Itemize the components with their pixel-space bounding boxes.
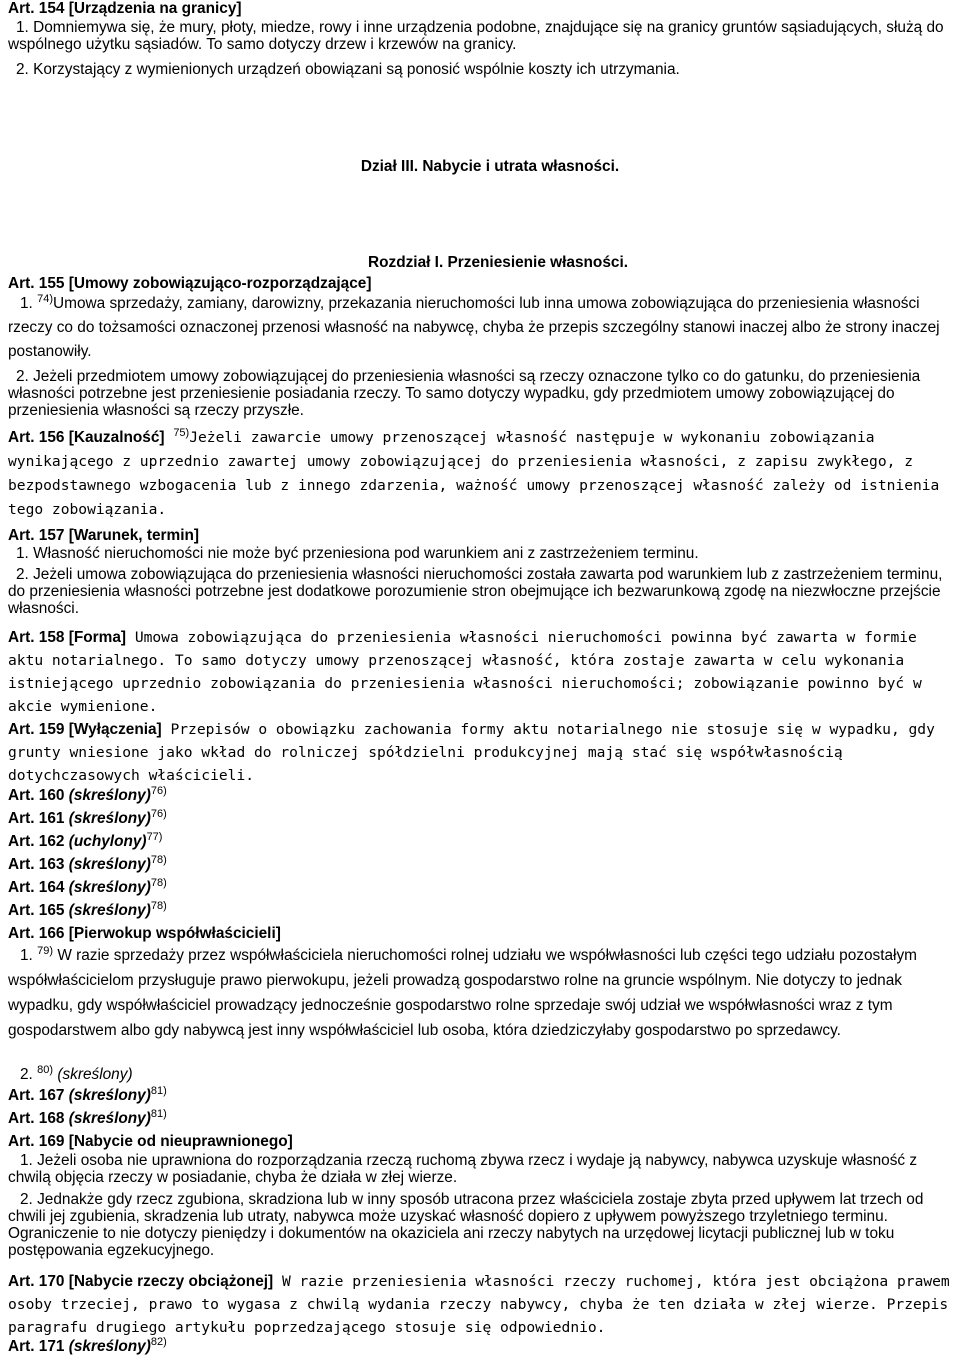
footnote-ref-81: 81) xyxy=(150,1085,167,1097)
art155-p1-text: Umowa sprzedaży, zamiany, darowizny, przekazania nieruchomości lub inna umowa zobowiązująca do przeniesienia własności rzeczy co do tożsamości oznaczonej przenosi własność na nabywcę, chyba że przepis szczególny stanowi inaczej albo że strony inaczej postanowiły. xyxy=(8,295,940,360)
art160-entry: Art. 160 (skreślony)$^{76)}$ xyxy=(8,785,167,804)
art156-text: Jeżeli zawarcie umowy przenoszącej własność następuje w wykonaniu zobowiązania wynikającego z uprzednio zawartej umowy zobowiązującej do przeniesienia własności, z zapisu zwykłego, z bezpodstawnego wzbogacenia lub z innego zdarzenia, ważność umowy przenoszącej własność zależy od istnienia tego zobowiązania. xyxy=(8,429,940,518)
art157-title: Art. 157 [Warunek, termin] xyxy=(8,527,199,544)
art157-p2: 2. Jeżeli umowa zobowiązująca do przeniesienia własności nieruchomości została zawarta pod warunkiem lub z zastrzeżeniem terminu, do przeniesienia własności potrzebne jest dodatkowe porozumienie stron obejmujące ich bezwarunkową zgodę na niezwłoczne przejście własności. xyxy=(8,566,943,617)
footnote-ref-78b: 78) xyxy=(150,877,167,889)
art163-entry: Art. 163 (skreślony)$^{78)}$ xyxy=(8,854,167,873)
footnote-ref-79: 79) xyxy=(37,945,54,957)
footnote-ref-76b: 76) xyxy=(150,808,167,820)
art166-p1: 1. $^{79)}$ W razie sprzedaży przez współwłaściciela nieruchomości rolnej udziału we współwłasności lub części tego udziału pozostałym współwłaścicielom przysługuje prawo pierwokupu, jeżeli prowadzą gospodarstwo rolne na gruncie wspólnym. Nie dotyczy to jednak wypadku, gdy współwłaściciel prowadzący jednocześnie gospodarstwo rolne sprzedaje swój udział we współwłasności wraz z tym gospodarstwem albo gdy nabywcą jest inny współwłaściciel lub osoba, która dziedziczyłaby gospodarstwo po sprzedawcy. xyxy=(8,945,917,1039)
art167-entry: Art. 167 (skreślony)$^{81)}$ xyxy=(8,1085,167,1104)
art156-paragraph xyxy=(8,426,952,522)
art170-paragraph xyxy=(8,1270,952,1339)
art166-title: Art. 166 [Pierwokup współwłaścicieli] xyxy=(8,925,281,942)
footnote-ref-82: 82) xyxy=(150,1336,167,1348)
footnote-ref-76: 76) xyxy=(150,785,167,797)
art159-text-b: dotychczasowych właścicieli. xyxy=(8,767,255,784)
art154-title: Art. 154 [Urządzenia na granicy] xyxy=(8,0,242,17)
art170-title: Art. 170 [Nabycie rzeczy obciążonej] xyxy=(8,1273,274,1290)
art159-text-a: Przepisów o obowiązku zachowania formy aktu notarialnego nie stosuje się w wypadku, gdy grunty wniesione jako wkład do rolniczej spółdzielni produkcyjnej mają stać się współwłasnością xyxy=(8,721,935,761)
art169-p1: 1. Jeżeli osoba nie uprawniona do rozporządzania rzeczą ruchomą zbywa rzecz i wydaje ją nabywcy, nabywca uzyskuje własność z chwilą objęcia rzeczy w posiadanie, chyba że działa w złej wierze. xyxy=(8,1152,918,1186)
art164-entry: Art. 164 (skreślony)$^{78)}$ xyxy=(8,877,167,896)
art155-p2: 2. Jeżeli przedmiotem umowy zobowiązującej do przeniesienia własności są rzeczy oznaczone tylko co do gatunku, do przeniesienia własności potrzebne jest przeniesienie posiadania rzeczy. To samo dotyczy wypadku, gdy przedmiotem umowy zobowiązującej do przeniesienia własności są rzeczy przyszłe. xyxy=(8,368,921,419)
art166-p2: 2. $^{80)}$ (skreślony) xyxy=(20,1064,133,1083)
art158-paragraph xyxy=(8,626,952,718)
art170-text: W razie przeniesienia własności rzeczy ruchomej, która jest obciążona prawem osoby trzeciej, prawo to wygasa z chwilą wydania rzeczy nabywcy, chyba że ten działa w złej wierze. Przepis paragrafu drugiego artykułu poprzedzającego stosuje się odpowiednio. xyxy=(8,1273,950,1336)
footnote-ref-75: 75) xyxy=(173,427,190,439)
art171-entry: Art. 171 (skreślony)$^{82)}$ xyxy=(8,1336,167,1355)
art159-paragraph xyxy=(8,718,952,787)
art166-p1-text: W razie sprzedaży przez współwłaściciela nieruchomości rolnej udziału we współwłasności lub części tego udziału pozostałym współwłaścicielom przysługuje prawo pierwokupu, jeżeli prowadzą gospodarstwo rolne na gruncie wspólnym. Nie dotyczy to jednak wypadku, gdy współwłaściciel prowadzący jednocześnie gospodarstwo rolne sprzedaje swój udział we współwłasności wraz z tym gospodarstwem albo gdy nabywcą jest inny współwłaściciel lub osoba, która dziedziczyłaby gospodarstwo po sprzedawcy. xyxy=(8,947,917,1039)
art154-p2: 2. Korzystający z wymienionych urządzeń obowiązani są ponosić wspólnie koszty ich utrzymania. xyxy=(16,61,680,78)
art158-text: Umowa zobowiązująca do przeniesienia własności nieruchomości powinna być zawarta w formie aktu notarialnego. To samo dotyczy umowy przenoszącej własność, która zostaje zawarta w celu wykonania istniejącego uprzednio zobowiązania do przeniesienia własności nieruchomości; zobowiązanie powinno być w akcie wymienione. xyxy=(8,629,922,715)
footnote-ref-80: 80) xyxy=(37,1064,54,1076)
footnote-ref-78: 78) xyxy=(150,854,167,866)
art155-p1 xyxy=(8,292,952,364)
art155-p1-number: 1. xyxy=(20,295,33,312)
footnote-ref-74: 74) xyxy=(37,293,54,305)
art159-title: Art. 159 [Wyłączenia] xyxy=(8,721,162,738)
division-heading: Dział III. Nabycie i utrata własności. xyxy=(360,158,620,175)
chapter-heading: Rozdział I. Przeniesienie własności. xyxy=(367,254,629,271)
art165-entry: Art. 165 (skreślony)$^{78)}$ xyxy=(8,900,167,919)
art157-p1: 1. Własność nieruchomości nie może być przeniesiona pod warunkiem ani z zastrzeżeniem terminu. xyxy=(16,545,699,562)
art168-entry: Art. 168 (skreślony)$^{81)}$ xyxy=(8,1108,167,1127)
art161-entry: Art. 161 (skreślony)$^{76)}$ xyxy=(8,808,167,827)
art169-p2: 2. Jednakże gdy rzecz zgubiona, skradziona lub w inny sposób utracona przez właściciela zostaje zbyta przed upływem lat trzech od chwili jej zgubienia, skradzenia lub utraty, nabywca może uzyskać własność dopiero z upływem powyższego trzyletniego terminu. Ograniczenie to nie dotyczy pieniędzy i dokumentów na okaziciela ani rzeczy nabytych na urzędowej licytacji publicznej lub w toku postępowania egzekucyjnego. xyxy=(8,1191,924,1259)
art156-title: Art. 156 [Kauzalność] xyxy=(8,429,165,446)
art155-title: Art. 155 [Umowy zobowiązująco-rozporządzające] xyxy=(8,275,372,292)
art158-title: Art. 158 [Forma] xyxy=(8,629,127,646)
footnote-ref-81b: 81) xyxy=(150,1108,167,1120)
art169-title: Art. 169 [Nabycie od nieuprawnionego] xyxy=(8,1133,293,1150)
footnote-ref-77: 77) xyxy=(146,831,163,843)
art154-p1: 1. Domniemywa się, że mury, płoty, miedze, rowy i inne urządzenia podobne, znajdujące się na granicy gruntów sąsiadujących, służą do wspólnego użytku sąsiadów. To samo dotyczy drzew i krzewów na granicy. xyxy=(8,19,944,53)
footnote-ref-78c: 78) xyxy=(150,900,167,912)
art162-entry: Art. 162 (uchylony)$^{77)}$ xyxy=(8,831,163,850)
